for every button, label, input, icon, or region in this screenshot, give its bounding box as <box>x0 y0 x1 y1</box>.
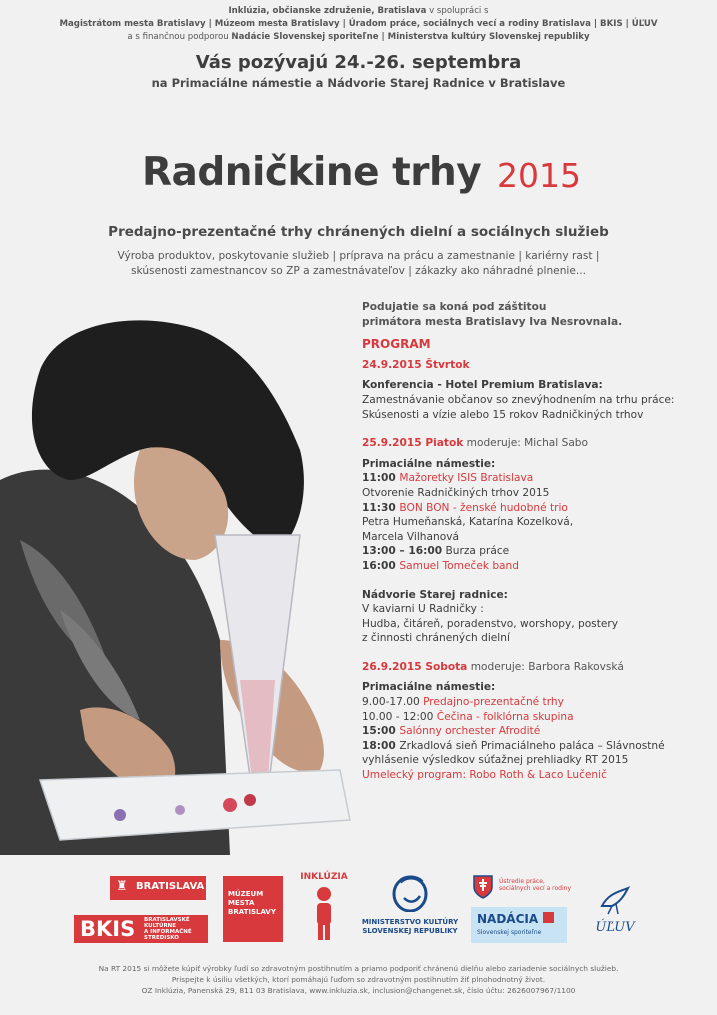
day-friday: 25.9.2015 Piatok moderuje: Michal Sabo Primaciálne námestie: 11:00 Mažoretky ISIS Bratislava Otvorenie Radničkiných trhov 2015 11:30 BON BON - ženské hudobné trio Petra Humeňanská, Katarína Kozelková, Marcela Vilhanová 13:00 – 16:00 Burza práce 16:00 Samuel Tomeček band Nádvorie Starej radnice: V kaviarni U Radničky : Hudba, čitáreň, poradenstvo, worshopy, postery z činnosti chránených dielní <box>362 437 618 645</box>
inkluzia-logo: INKLÚZIA <box>297 872 351 944</box>
place-line: na Primaciálne námestie a Nádvorie Starej Radnice v Bratislave <box>151 76 566 90</box>
person-icon <box>311 886 337 942</box>
day-thursday: 24.9.2015 Štvrtok Konferencia - Hotel Premium Bratislava: Zamestnávanie občanov so znevýhodnením na trhu práce: Skúsenosti a vízie alebo 15 rokov Radničkiných trhov <box>362 358 675 421</box>
invite-heading: Vás pozývajú 24.-26. septembra <box>195 52 522 73</box>
urad-prace-logo: Ústredie práce, sociálnych vecí a rodiny <box>471 875 571 901</box>
bird-icon <box>598 884 634 916</box>
muzeum-logo: MÚZEUM MESTA BRATISLAVY <box>223 876 283 942</box>
event-year: 2015 <box>497 156 581 195</box>
bkis-subtitle: BRATISLAVSKÉ KULTÚRNE A INFORMAČNÉ STREDISKO <box>144 917 192 941</box>
funding-line: a s finančnou podporou Nadácie Slovenskej sporiteľne | Ministerstva kultúry Slovenskej republiky <box>127 32 590 42</box>
woman-crafting-photo <box>0 310 360 855</box>
ministerstvo-logo: MINISTERSTVO KULTÚRY SLOVENSKEJ REPUBLIKY <box>360 872 460 944</box>
partners-line: Magistrátom mesta Bratislavy | Múzeom mesta Bratislavy | Úradom práce, sociálnych vecí a rodiny Bratislava | BKIS | ÚĽUV <box>59 19 658 29</box>
day-saturday: 26.9.2015 Sobota moderuje: Barbora Rakovská Primaciálne námestie: 9.00-17.00 Predajno-prezentačné trhy 10.00 - 12:00 Čečina - folklórna skupina 15:00 Salónny orchester Afrodité 18:00 Zrkadlová sieň Primaciálneho paláca – Slávnostné vyhlásenie výsledkov súťažnej prehliadky RT 2015 Umelecký program: Robo Roth & Laco Lučenič <box>362 660 665 782</box>
footer-note: Na RT 2015 si môžete kúpiť výrobky ľudí so zdravotným postihnutím a priamo podporiť chránenú dielňu alebo zariadenie sociálnych služieb. Prispejte k úsiliu všetkých, ktorí pomáhajú ľuďom so zdravotným postihnutím žiť plnohodnotný život. OZ Inklúzia, Panenská 29, 811 03 Bratislava, www.inkluzia.sk, inclusion@changenet.sk, číslo účtu: 2626007967/1100 <box>98 964 619 995</box>
nadacia-logo: NADÁCIA Slovenskej sporiteľne <box>471 907 567 943</box>
uluv-logo: ÚĽUV <box>590 884 640 944</box>
sporitelna-icon <box>543 912 554 923</box>
patronage-note: Podujatie sa koná pod záštitou primátora mesta Bratislavy Iva Nesrovnala. <box>362 301 623 328</box>
castle-icon: ♜ <box>116 879 128 894</box>
laurel-head-icon <box>388 872 432 912</box>
event-title: Radničkine trhy <box>142 150 482 195</box>
program-panel <box>362 300 712 783</box>
organizer-line: Inklúzia, občianske združenie, Bratislava v spolupráci s <box>228 6 489 16</box>
event-subtitle: Predajno-prezentačné trhy chránených dielní a sociálnych služieb <box>108 224 609 240</box>
event-description: Výroba produktov, poskytovanie služieb | príprava na prácu a zamestnanie | kariérny rast | skúsenosti zamestnancov so ZP a zamestnávateľov | zákazky ako náhradné plnenie... <box>117 250 600 277</box>
bkis-logo: BKIS BRATISLAVSKÉ KULTÚRNE A INFORMAČNÉ STREDISKO <box>74 915 208 943</box>
program-heading: PROGRAM <box>362 337 431 352</box>
coat-of-arms-icon <box>473 875 493 899</box>
bratislava-logo: ♜ BRATISLAVA <box>110 876 206 900</box>
